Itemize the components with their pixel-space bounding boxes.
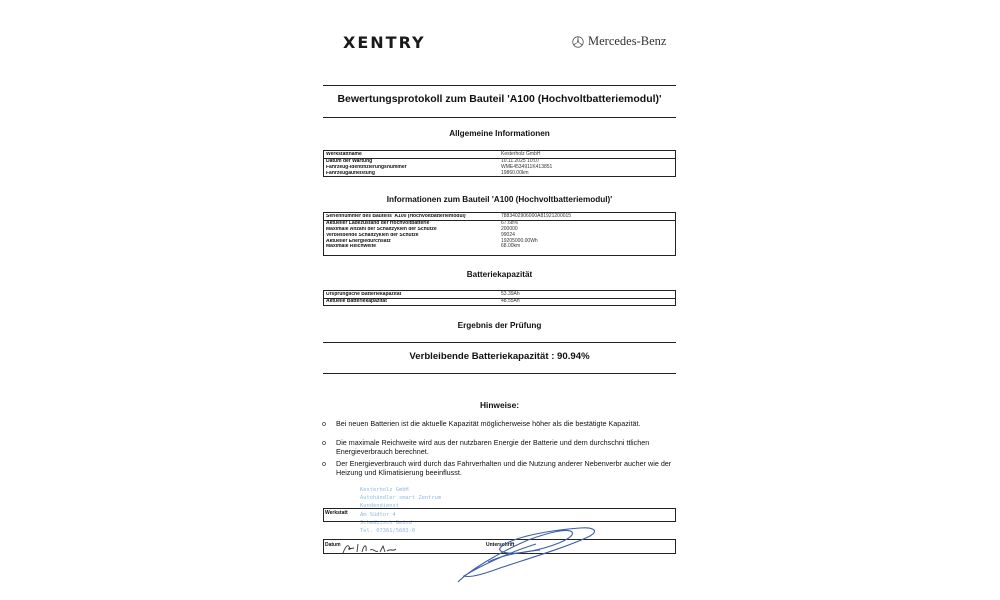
component-info-table bbox=[323, 212, 676, 256]
notes-heading: Hinweise: bbox=[479, 400, 520, 410]
component-info-heading: Informationen zum Bauteil 'A100 (Hochvoltbatteriemodul)' bbox=[386, 195, 613, 204]
table-row: Maximale Reichweite 68.00km bbox=[326, 243, 521, 250]
result-heading: Ergebnis der Prüfung bbox=[457, 321, 542, 330]
title-rule-bottom bbox=[323, 117, 676, 118]
mercedes-benz-wordmark: Mercedes-Benz bbox=[588, 34, 667, 48]
result-rule-bottom bbox=[323, 373, 676, 374]
table-row: Aktueller Energiedurchsatz 19205000.00Wh bbox=[326, 237, 538, 244]
table-row: Aktuelle Batteriekapazität 48.55Ah bbox=[326, 297, 520, 304]
handwritten-date bbox=[340, 540, 400, 556]
bullet-icon: o bbox=[322, 438, 326, 447]
general-info-heading: Allgemeine Informationen bbox=[449, 129, 550, 138]
bullet-icon: o bbox=[322, 459, 326, 468]
mercedes-benz-logo bbox=[572, 34, 666, 49]
table-row: Fahrzeugaufleistung 19860.00km bbox=[326, 169, 529, 176]
list-item: o Der Energieverbrauch wird durch das Fahrverhalten und die Nutzung anderer Nebenverbr aucher wie der Heizung und Klimatisierung beeinflusst. bbox=[322, 459, 672, 478]
table-row: Ursprüngliche Batteriekapazität 53.39Ah bbox=[324, 292, 675, 299]
werkstatt-field bbox=[323, 508, 676, 522]
table-row: Verbleibende Schaltzyklen der Schütze 99024 bbox=[326, 231, 515, 238]
title-rule-top bbox=[323, 85, 676, 86]
general-info-table bbox=[323, 150, 676, 177]
company-stamp: Kesterholz GmbH Autohändler smart Zentrum Kundendienst Am Südtor 4 Schwäbisch Gmünd Tel. 07361/5603-0 bbox=[360, 487, 442, 535]
list-item: o Die maximale Reichweite wird aus der nutzbaren Energie der Batterie und dem durchschni ttlichen Energieverbrauch berechnet. bbox=[322, 438, 650, 457]
datum-label: Datum bbox=[325, 542, 341, 548]
table-row: Fahrzeug-Identifizierungsnummer WME4534911K413851 bbox=[326, 163, 553, 170]
unterschrift-label: Unterschrift bbox=[486, 542, 515, 548]
table-row: Seriennummer des Bauteils 'A100 (Hochvoltbatteriemodul)' 7883402906000A81921200015 bbox=[324, 214, 675, 221]
capacity-heading: Batteriekapazität bbox=[466, 270, 533, 279]
table-row: Maximale Anzahl der Schaltzyklen der Schütze 200000 bbox=[326, 225, 518, 232]
document-title: Bewertungsprotokoll zum Bauteil 'A100 (Hochvoltbatteriemodul)' bbox=[337, 93, 662, 105]
capacity-table bbox=[323, 290, 676, 306]
signature-scribble bbox=[440, 522, 610, 586]
bullet-icon: o bbox=[322, 419, 326, 428]
table-row: Datum der Wartung 10.11.2025 10:07 bbox=[326, 157, 540, 164]
werkstatt-label: Werkstatt bbox=[325, 510, 348, 516]
table-row: Werkstattname Kesterholz GmbH bbox=[324, 152, 675, 159]
list-item: o Bei neuen Batterien ist die aktuelle Kapazität möglicherweise höher als die bestätigte Kapazität. bbox=[322, 419, 641, 428]
mercedes-star-icon bbox=[572, 36, 584, 48]
result-rule-top bbox=[323, 342, 676, 343]
xentry-logo: XENTRY bbox=[343, 33, 426, 52]
table-row: Aktueller Ladezustand der Hochvoltbatterie 67.68% bbox=[326, 219, 518, 226]
remaining-capacity-result: Verbleibende Batteriekapazität : 90.94% bbox=[409, 351, 590, 362]
